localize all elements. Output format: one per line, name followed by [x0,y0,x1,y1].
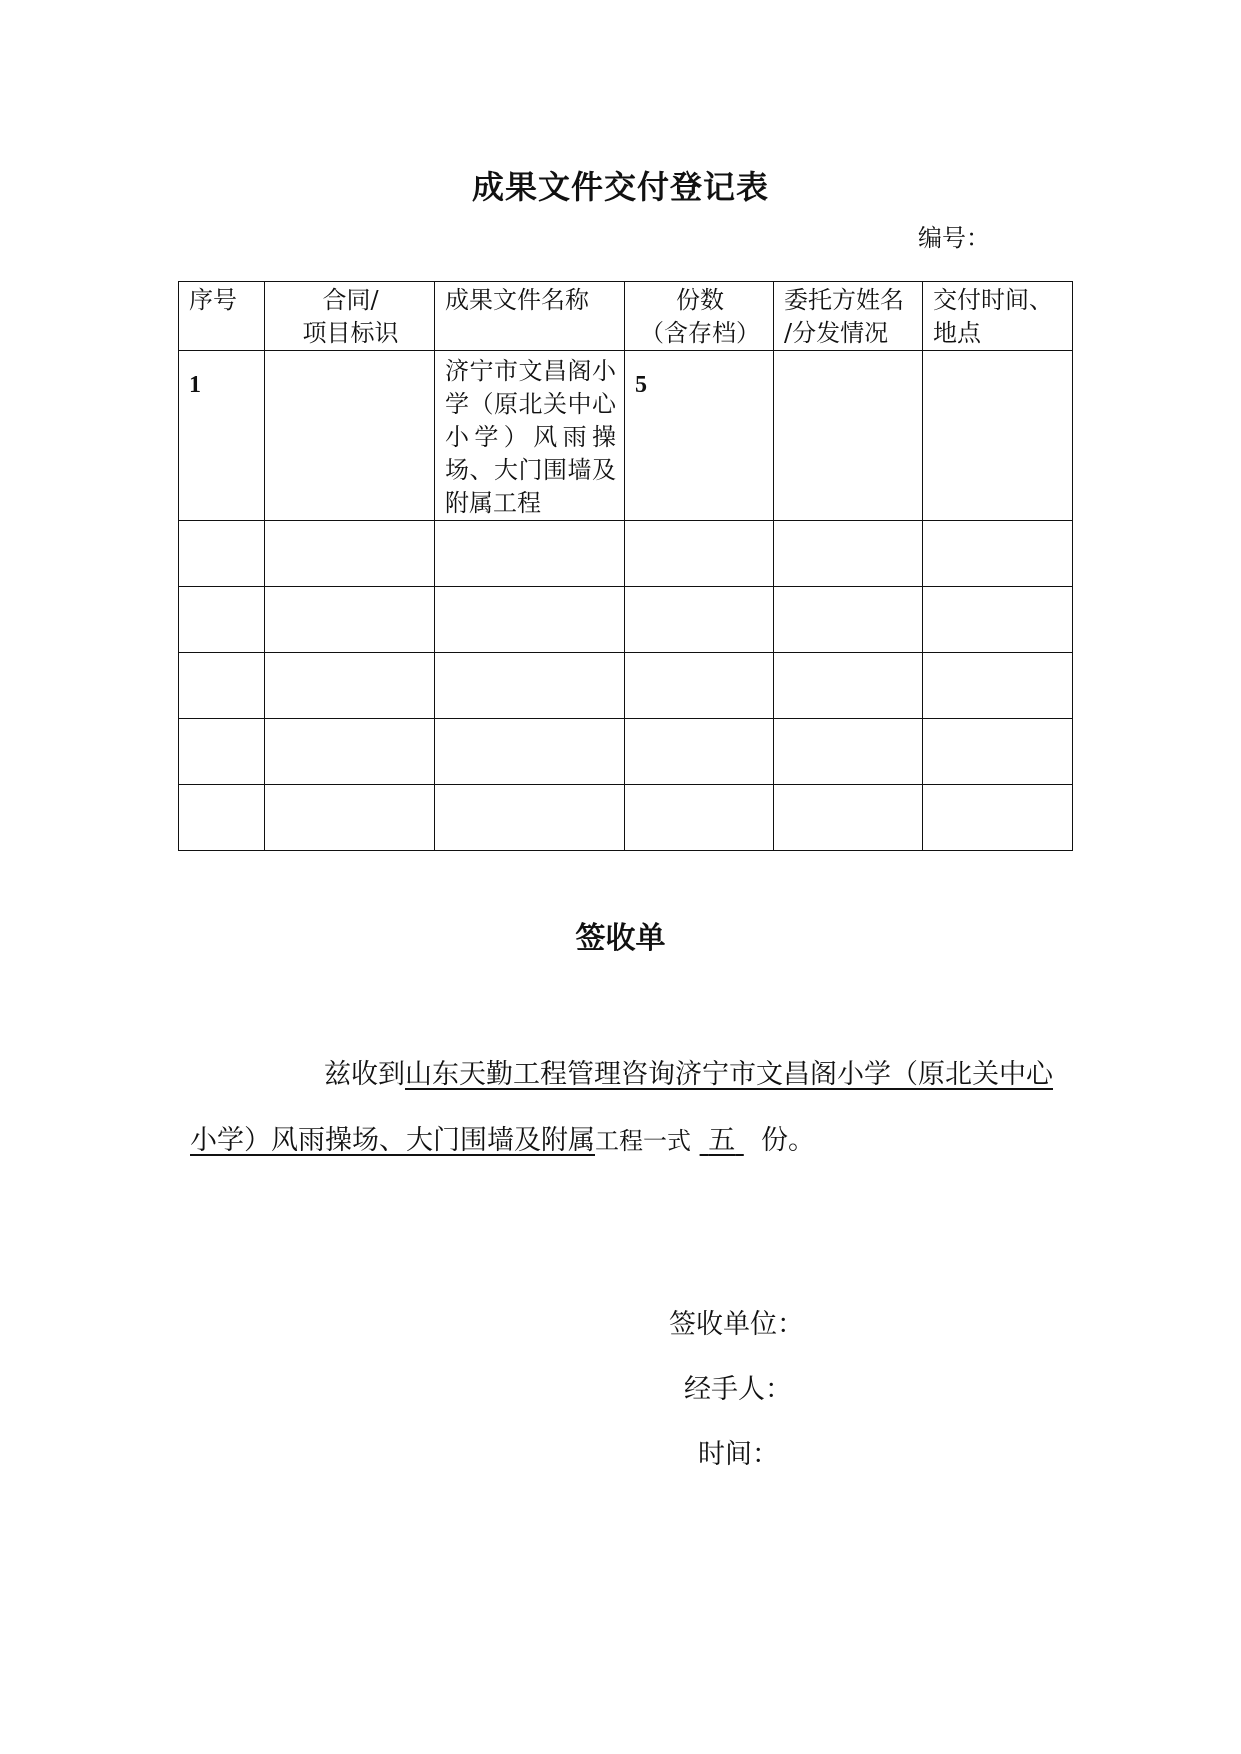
empty-cell [774,521,923,587]
empty-cell [625,719,774,785]
receipt-title: 签收单 [575,921,666,956]
receipt-count: 五 [708,1125,736,1156]
empty-cell [435,719,625,785]
row-time-place [923,351,1073,521]
header-contract-id: 合同/ 项目标识 [265,282,435,351]
receipt-lead: 兹收到 [324,1059,405,1090]
empty-cell [265,653,435,719]
empty-cell [625,653,774,719]
empty-cell [435,521,625,587]
row-serial-no: 1 [179,351,265,521]
header-serial-no: 序号 [179,282,265,351]
receipt-project-name: 山东天勤工程管理咨询济宁市文昌阁小学（原北关中心小学）风雨操场、大门围墙及附属 [190,1059,1053,1156]
empty-cell [625,521,774,587]
table-row [179,521,1073,587]
empty-cell [923,719,1073,785]
table-row [179,719,1073,785]
row-contract-id [265,351,435,521]
empty-cell [435,653,625,719]
empty-cell [179,587,265,653]
header-client: 委托方姓名 /分发情况 [774,282,923,351]
empty-cell [179,719,265,785]
row-copies: 5 [625,351,774,521]
empty-cell [774,719,923,785]
table-header-row [179,282,1073,351]
header-copies: 份数 （含存档） [625,282,774,351]
handler-label: 经手人： [684,1374,792,1405]
table-row [179,587,1073,653]
table-row [179,351,1073,521]
empty-cell [923,653,1073,719]
empty-cell [625,587,774,653]
empty-cell [179,653,265,719]
receipt-tail-text: 份。 [760,1125,815,1156]
empty-cell [774,587,923,653]
empty-cell [265,587,435,653]
sign-unit-label: 签收单位： [669,1309,804,1340]
serial-number-label: 编号： [918,224,990,252]
delivery-register-table [178,281,1073,851]
empty-cell [265,521,435,587]
row-file-name: 济宁市文昌阁小学（原北关中心小学）风雨操场、大门围墙及附属工程 [435,351,625,521]
empty-cell [923,521,1073,587]
page-title: 成果文件交付登记表 [471,168,769,206]
empty-cell [774,785,923,851]
empty-cell [923,785,1073,851]
table-row [179,653,1073,719]
table-row [179,785,1073,851]
header-file-name: 成果文件名称 [435,282,625,351]
row-client [774,351,923,521]
receipt-paragraph [190,1042,1070,1174]
empty-cell [265,719,435,785]
receipt-mid-text: 工程一式 [595,1127,691,1155]
empty-cell [435,587,625,653]
empty-cell [774,653,923,719]
empty-cell [435,785,625,851]
time-label: 时间： [698,1439,779,1470]
empty-cell [179,785,265,851]
empty-cell [625,785,774,851]
empty-cell [923,587,1073,653]
empty-cell [179,521,265,587]
header-time-place: 交付时间、 地点 [923,282,1073,351]
empty-cell [265,785,435,851]
